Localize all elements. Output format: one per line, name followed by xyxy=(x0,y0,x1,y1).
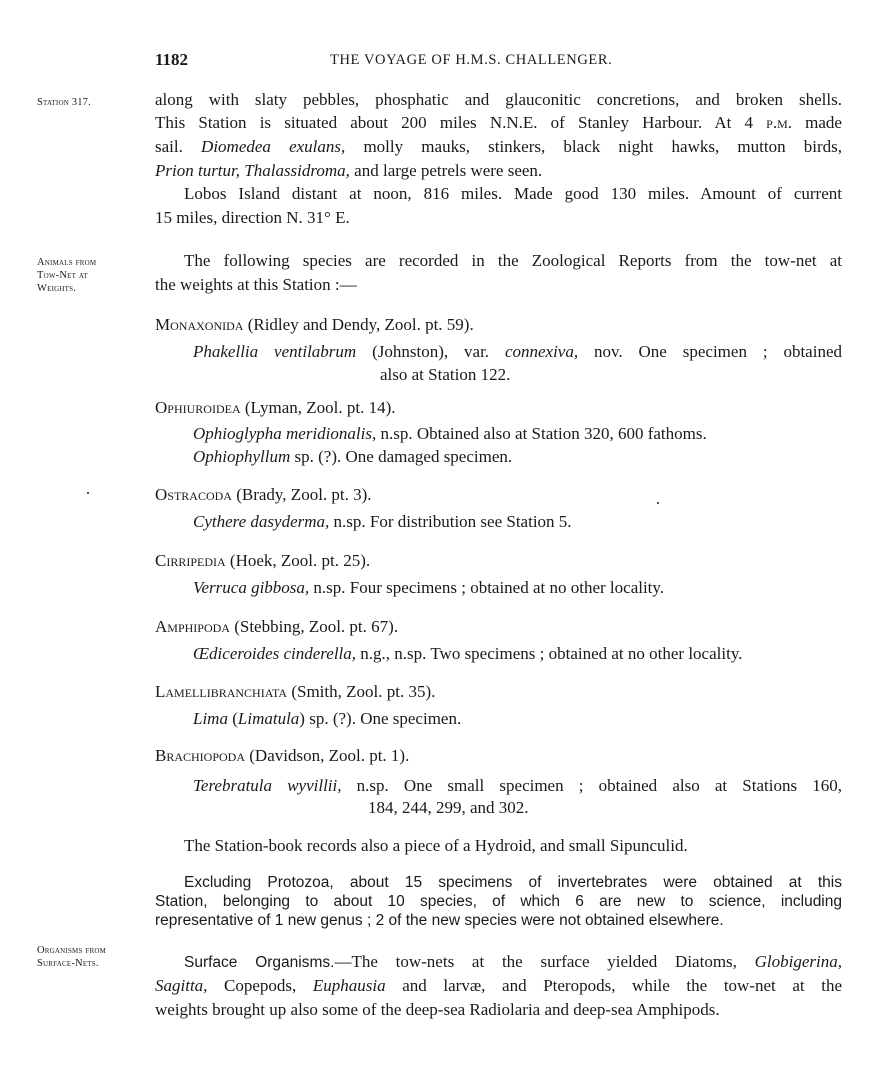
margin-note-station: Station 317. xyxy=(37,97,91,108)
species-entry-continuation: 184, 244, 299, and 302. xyxy=(368,798,529,817)
margin-note-animals-line: Animals from xyxy=(37,257,97,268)
text-line: Station, belonging to about 10 species, of which 6 are new to science, including xyxy=(155,893,842,910)
group-heading: Ophiuroidea (Lyman, Zool. pt. 14). xyxy=(155,398,396,417)
group-heading: Ostracoda (Brady, Zool. pt. 3). xyxy=(155,485,372,504)
group-heading: Cirripedia (Hoek, Zool. pt. 25). xyxy=(155,551,371,570)
text-line: This Station is situated about 200 miles N.N.E. of Stanley Harbour. At 4 p.m. made xyxy=(155,113,842,132)
running-title: THE VOYAGE OF H.M.S. CHALLENGER. xyxy=(330,52,613,68)
text-line: the weights at this Station :— xyxy=(155,275,357,294)
species-entry: Œdiceroides cinderella, n.g., n.sp. Two specimens ; obtained at no other locality. xyxy=(193,644,743,663)
text-line: Sagitta, Copepods, Euphausia and larvæ, and Pteropods, while the tow-net at the xyxy=(155,976,843,995)
species-entry: Phakellia ventilabrum (Johnston), var. connexiva, nov. One specimen ; obtained xyxy=(193,342,842,361)
margin-note-organisms-line: Organisms from xyxy=(37,945,107,956)
group-heading: Amphipoda (Stebbing, Zool. pt. 67). xyxy=(155,617,399,636)
margin-note-organisms-line: Surface-Nets. xyxy=(37,958,99,969)
species-entry: Ophiophyllum sp. (?). One damaged specimen. xyxy=(193,447,513,466)
text-line: Excluding Protozoa, about 15 specimens of invertebrates were obtained at this xyxy=(184,874,842,891)
species-entry: Terebratula wyvillii, n.sp. One small specimen ; obtained also at Stations 160, xyxy=(193,776,843,795)
print-speck xyxy=(87,492,89,494)
text-line: 15 miles, direction N. 31° E. xyxy=(155,208,350,227)
text-line: along with slaty pebbles, phosphatic and glauconitic concretions, and broken shells. xyxy=(155,90,842,109)
margin-note-animals-line: Weights. xyxy=(37,283,77,294)
group-heading: Brachiopoda (Davidson, Zool. pt. 1). xyxy=(155,746,410,765)
text-line: The following species are recorded in the Zoological Reports from the tow-net at xyxy=(184,251,842,270)
station-book-note: The Station-book records also a piece of a Hydroid, and small Sipunculid. xyxy=(184,836,688,855)
group-heading: Lamellibranchiata (Smith, Zool. pt. 35). xyxy=(155,682,436,701)
species-entry: Cythere dasyderma, n.sp. For distribution see Station 5. xyxy=(193,512,572,531)
text-line: Prion turtur, Thalassidroma, and large petrels were seen. xyxy=(155,161,543,180)
text-line: Surface Organisms.—The tow-nets at the surface yielded Diatoms, Globigerina, xyxy=(184,952,843,971)
text-line: representative of 1 new genus ; 2 of the new species were not obtained elsewhere. xyxy=(155,912,724,929)
species-entry: Lima (Limatula) sp. (?). One specimen. xyxy=(193,709,462,728)
margin-note-animals-line: Tow-Net at xyxy=(37,270,88,281)
species-entry: Ophioglypha meridionalis, n.sp. Obtained also at Station 320, 600 fathoms. xyxy=(193,424,707,443)
species-entry: Verruca gibbosa, n.sp. Four specimens ; obtained at no other locality. xyxy=(193,578,665,597)
group-heading: Monaxonida (Ridley and Dendy, Zool. pt. 59). xyxy=(155,315,474,334)
text-line: Lobos Island distant at noon, 816 miles. Made good 130 miles. Amount of current xyxy=(184,184,842,203)
print-speck xyxy=(657,502,659,504)
page-number: 1182 xyxy=(155,50,189,69)
text-line: weights brought up also some of the deep-sea Radiolaria and deep-sea Amphipods. xyxy=(155,1000,720,1019)
species-entry-continuation: also at Station 122. xyxy=(380,365,511,384)
text-line: sail. Diomedea exulans, molly mauks, stinkers, black night hawks, mutton birds, xyxy=(155,137,842,156)
